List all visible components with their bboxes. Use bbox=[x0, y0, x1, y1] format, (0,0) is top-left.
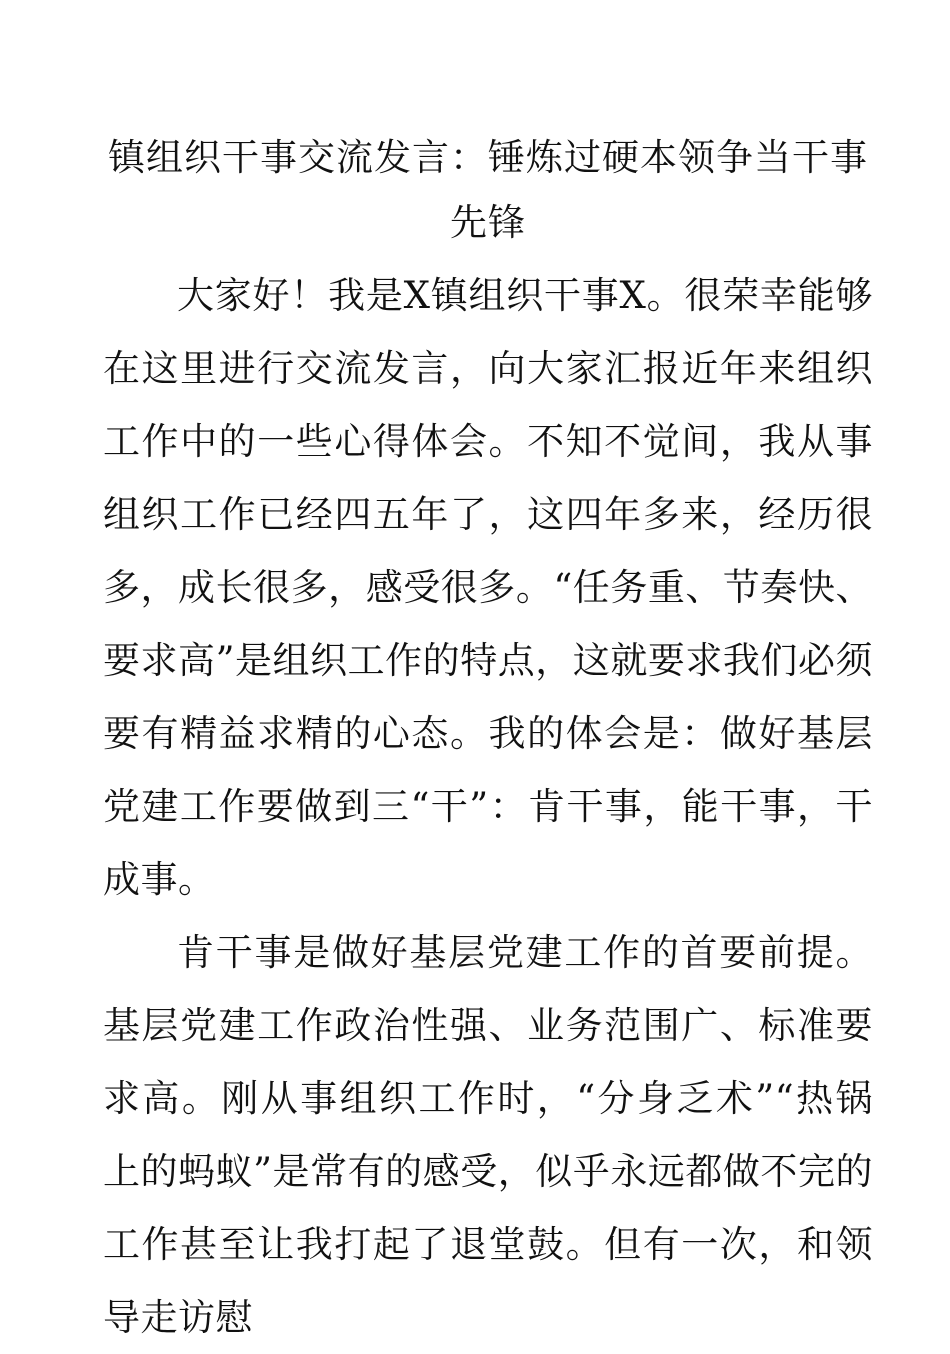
paragraph-willing-to-work: 肯干事是做好基层党建工作的首要前提。基层党建工作政治性强、业务范围广、标准要求高。刚从事组织工作时，“分身乏术”“热锅上的蚂蚁”是常有的感受，似乎永远都做不完的工作甚至让我打起了退堂鼓。但有一次，和领导走访慰 bbox=[103, 931, 873, 1339]
document-title: 镇组织干事交流发言：锤炼过硬本领争当干事先锋 bbox=[108, 136, 868, 244]
document-body bbox=[103, 125, 873, 1354]
paragraph-greeting: 大家好！我是X镇组织干事X。很荣幸能够在这里进行交流发言，向大家汇报近年来组织工作中的一些心得体会。不知不觉间，我从事组织工作已经四五年了，这四年多来，经历很多，成长很多，感受很多。“任务重、节奏快、要求高”是组织工作的特点，这就要求我们必须要有精益求精的心态。我的体会是：做好基层党建工作要做到三“干”：肯干事，能干事，干成事。 bbox=[103, 274, 873, 901]
